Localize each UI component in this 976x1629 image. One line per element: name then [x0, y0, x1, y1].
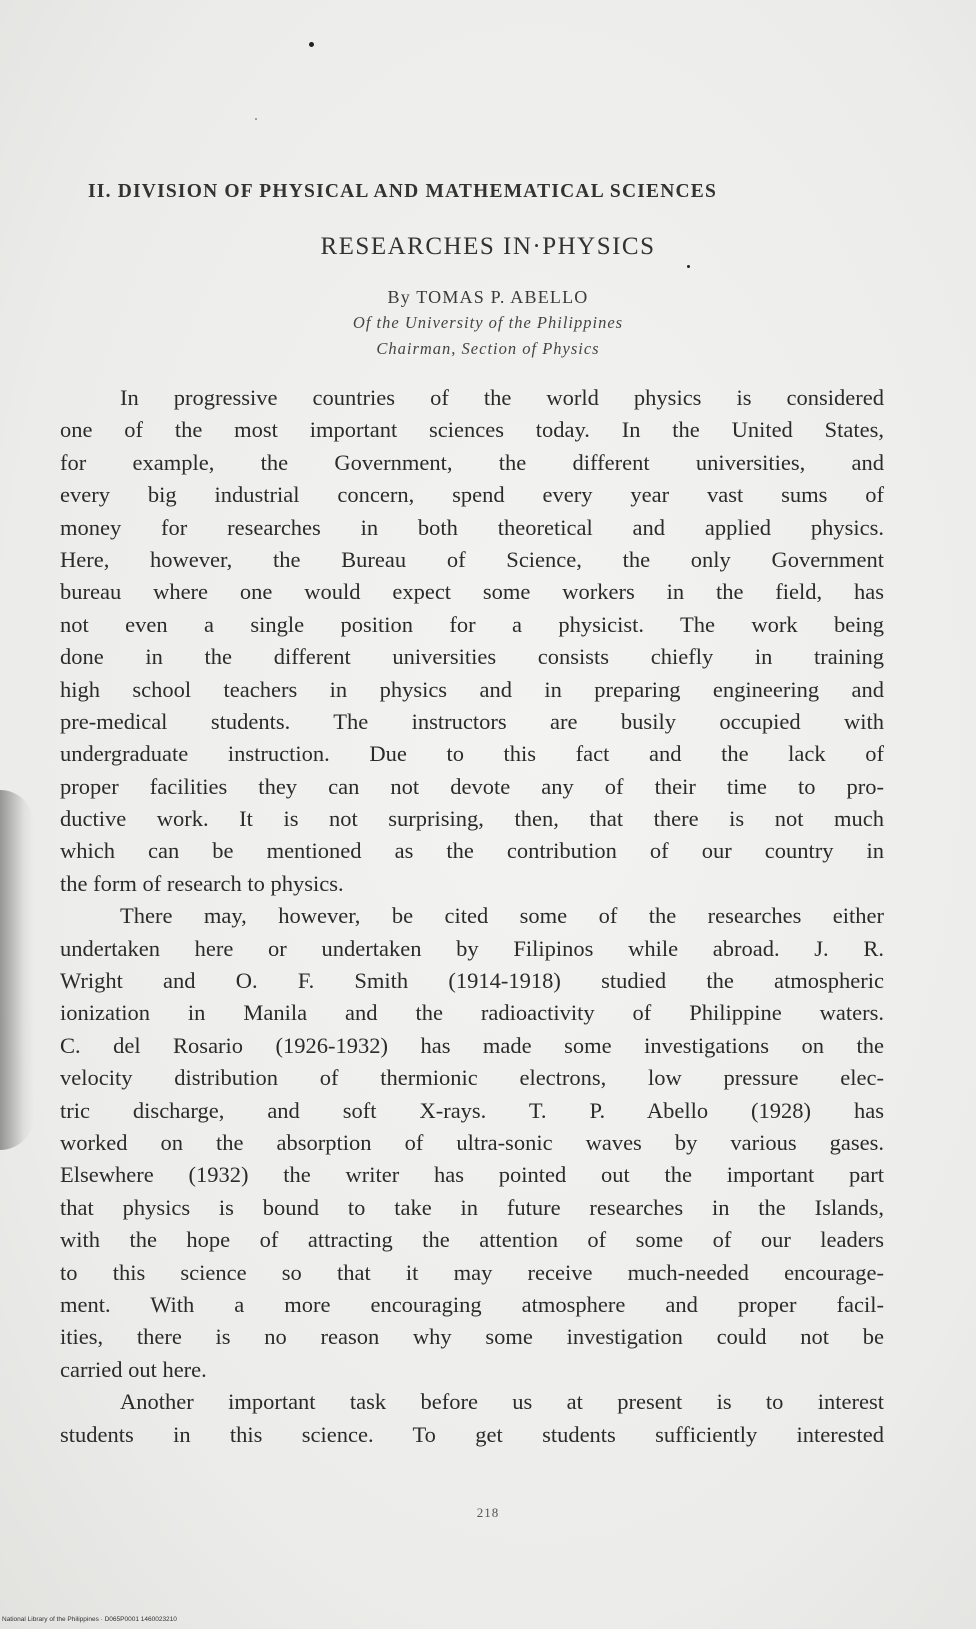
text-line: undergraduate instruction. Due to this fact and the lack of [60, 741, 884, 767]
text-line: bureau where one would expect some workers in the field, has [60, 579, 884, 605]
text-line: high school teachers in physics and in preparing engineering and [60, 676, 884, 702]
text-line: money for researches in both theoretical and applied physics. [60, 514, 884, 540]
scan-speck [255, 118, 257, 120]
text-line: to this science so that it may receive much-needed encourage- [60, 1259, 884, 1285]
paragraph [60, 900, 884, 1386]
text-line: done in the different universities consists chiefly in training [60, 644, 884, 670]
text-line: ductive work. It is not surprising, then, that there is not much [60, 806, 884, 832]
author-byline: By TOMAS P. ABELLO [387, 287, 589, 307]
article-title: RESEARCHES IN·PHYSICS [320, 233, 656, 260]
text-line: velocity distribution of thermionic electrons, low pressure elec- [60, 1065, 884, 1091]
text-line: ment. With a more encouraging atmosphere and proper facil- [60, 1291, 884, 1317]
text-line: ities, there is no reason why some investigation could not be [60, 1324, 884, 1350]
division-heading: II. DIVISION OF PHYSICAL AND MATHEMATICAL SCIENCES [88, 181, 718, 202]
page-number: 218 [476, 1505, 500, 1520]
scan-speck [687, 265, 690, 268]
text-line: students in this science. To get students sufficiently interested [60, 1421, 884, 1447]
text-line: worked on the absorption of ultra-sonic waves by various gases. [60, 1129, 884, 1155]
text-line: In progressive countries of the world physics is considered [120, 385, 884, 410]
text-line: which can be mentioned as the contribution of our country in [60, 838, 884, 864]
text-line: carried out here. [60, 1356, 207, 1382]
text-line: There may, however, be cited some of the researches either [120, 903, 884, 929]
text-line: pre-medical students. The instructors are busily occupied with [60, 708, 884, 734]
paragraph [60, 1386, 884, 1451]
scan-speck [309, 42, 314, 47]
author-position: Chairman, Section of Physics [376, 339, 600, 358]
text-line: undertaken here or undertaken by Filipinos while abroad. J. R. [60, 935, 884, 961]
text-line: Elsewhere (1932) the writer has pointed out the important part [60, 1162, 884, 1188]
text-line: C. del Rosario (1926-1932) has made some investigations on the [60, 1032, 884, 1058]
article-body [60, 382, 884, 1451]
text-line: for example, the Government, the different universities, and [60, 449, 884, 475]
author-affiliation: Of the University of the Philippines [352, 313, 624, 332]
paragraph [60, 382, 884, 900]
text-line: Another important task before us at present is to interest [120, 1389, 884, 1415]
text-line: ionization in Manila and the radioactivity of Philippine waters. [60, 1000, 884, 1026]
text-line: Wright and O. F. Smith (1914-1918) studied the atmospheric [60, 968, 884, 994]
text-line: the form of research to physics. [60, 870, 344, 896]
text-line: with the hope of attracting the attention of some of our leaders [60, 1227, 884, 1253]
scan-footer-note: National Library of the Philippines · D065P0001 1460023210 [2, 1616, 177, 1623]
text-line: that physics is bound to take in future researches in the Islands, [60, 1194, 884, 1220]
text-line: not even a single position for a physicist. The work being [60, 611, 884, 637]
text-line: tric discharge, and soft X-rays. T. P. Abello (1928) has [60, 1097, 884, 1123]
text-line: one of the most important sciences today. In the United States, [60, 417, 884, 443]
text-line: proper facilities they can not devote any of their time to pro- [60, 773, 884, 799]
text-line: Here, however, the Bureau of Science, the only Government [60, 546, 884, 572]
scan-edge-shadow [0, 790, 34, 1150]
text-line: every big industrial concern, spend every year vast sums of [60, 482, 884, 508]
